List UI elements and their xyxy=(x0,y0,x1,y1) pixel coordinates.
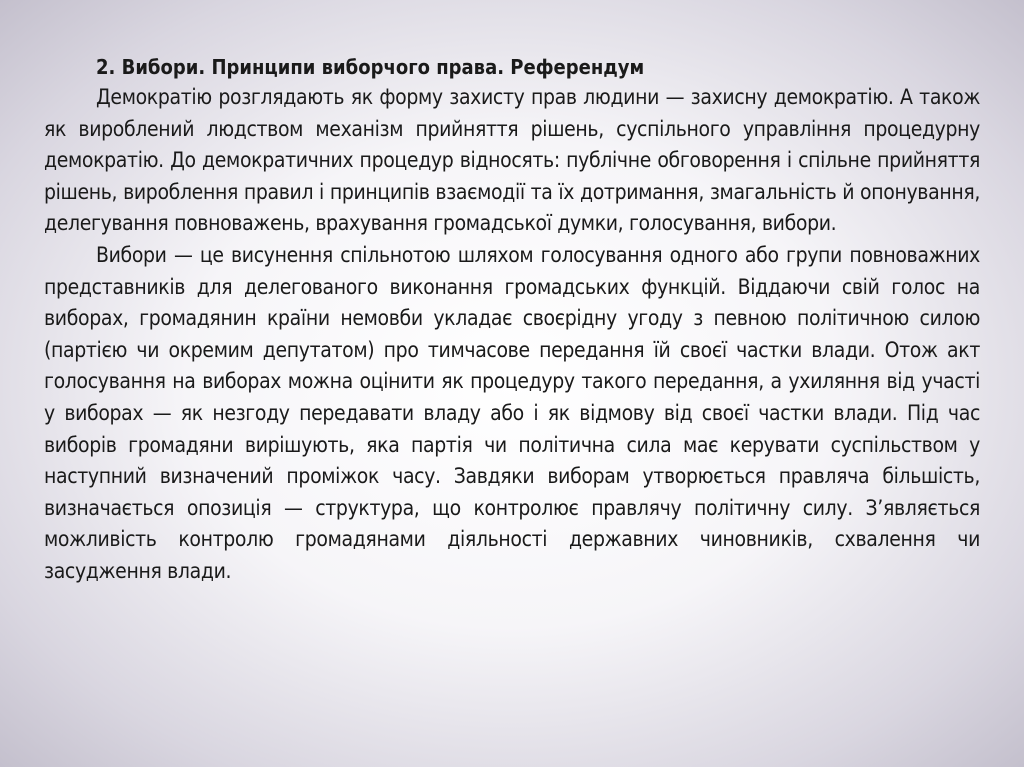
paragraph-democracy: Демократію розглядають як форму захисту прав людини — захисну демократію. А також як вироблений людством механізм прийняття рішень, суспільного управління процедурну демократію. До демократичних процедур відносять: публічне обговорення і спільне прийняття рішень, вироблення правил і принципів взаємодії та їх дотримання, змагальність й опонування, делегування повноважень, врахування громадської думки, голосування, вибори. xyxy=(44,85,980,236)
section-title: 2. Вибори. Принципи виборчого права. Референдум xyxy=(96,55,645,79)
slide-content xyxy=(44,52,980,588)
paragraph-elections: Вибори — це висунення спільнотою шляхом голосування одного або групи повноважних представників для делегованого виконання громадських функцій. Віддаючи свій голос на виборах, громадянин країни немовби укладає своєрідну угоду з певною політичною силою (партією чи окремим депутатом) про тимчасове передання їй своєї частки влади. Отож акт голосування на виборах можна оцінити як процедуру такого передання, а ухиляння від участі у виборах — як незгоду передавати владу або і як відмову від своєї частки влади. Під час виборів громадяни вирішують, яка партія чи політична сила має керувати суспільством у наступний визначений проміжок часу. Завдяки виборам утворюється правляча більшість, визначається опозиція — структура, що контролює правлячу політичну силу. З’являється можливість контролю громадянами діяльності державних чиновників, схвалення чи засудження влади. xyxy=(44,242,980,583)
